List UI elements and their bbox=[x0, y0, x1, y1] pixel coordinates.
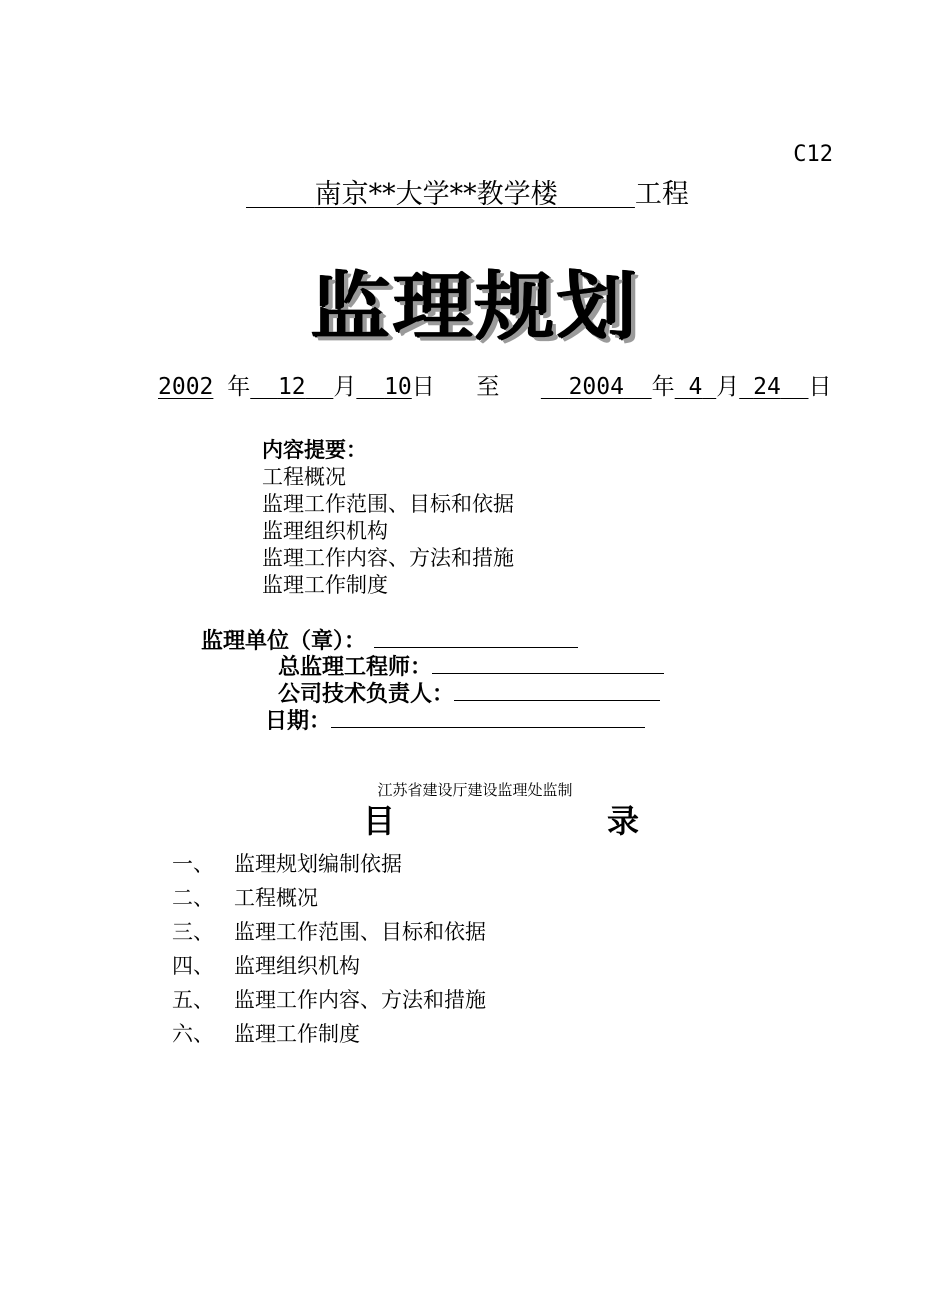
table-of-contents bbox=[172, 847, 486, 1051]
start-day: 10 bbox=[384, 374, 412, 400]
form-code: C12 bbox=[793, 142, 833, 167]
year-char-2: 年 bbox=[651, 374, 675, 400]
chief-label: 总监理工程师： bbox=[278, 655, 433, 680]
end-month: 4 bbox=[688, 374, 703, 400]
day-char: 日 bbox=[411, 374, 435, 400]
toc-text: 监理工作制度 bbox=[234, 1022, 360, 1046]
toc-number: 一、 bbox=[172, 852, 214, 876]
month-char-2: 月 bbox=[716, 374, 740, 400]
toc-text: 监理组织机构 bbox=[234, 954, 360, 978]
start-month: 12 bbox=[277, 374, 306, 400]
document-title: 监理规划 bbox=[310, 264, 640, 350]
summary-item: 监理工作内容、方法和措施 bbox=[262, 546, 514, 570]
toc-item bbox=[172, 881, 486, 915]
end-year: 2004 bbox=[568, 374, 624, 400]
unit-label: 监理单位（章）： bbox=[201, 629, 367, 654]
project-name-line bbox=[246, 177, 689, 213]
project-name-field bbox=[246, 179, 635, 210]
toc-item bbox=[172, 915, 486, 949]
toc-number: 二、 bbox=[172, 886, 214, 910]
issuer-note: 江苏省建设厅建设监理处监制 bbox=[377, 781, 573, 799]
toc-title-right: 录 bbox=[607, 802, 640, 840]
date-signature-row bbox=[265, 707, 645, 735]
toc-item bbox=[172, 949, 486, 983]
toc-text: 监理工作内容、方法和措施 bbox=[234, 988, 486, 1012]
unit-blank[interactable] bbox=[374, 627, 578, 648]
to-char: 至 bbox=[476, 374, 500, 400]
end-day: 24 bbox=[753, 374, 781, 400]
toc-text: 工程概况 bbox=[234, 886, 318, 910]
summary-item: 工程概况 bbox=[262, 465, 346, 489]
day-char-2: 日 bbox=[808, 374, 832, 400]
toc-number: 四、 bbox=[172, 954, 214, 978]
summary-item: 监理工作制度 bbox=[262, 573, 388, 597]
chief-signature-row bbox=[278, 653, 664, 681]
tech-blank[interactable] bbox=[454, 680, 660, 701]
toc-item bbox=[172, 847, 486, 881]
chief-blank[interactable] bbox=[432, 653, 664, 674]
project-name: 南京**大学**教学楼 bbox=[314, 179, 558, 210]
toc-item bbox=[172, 1017, 486, 1051]
date-label: 日期： bbox=[265, 709, 332, 734]
toc-title-left: 目 bbox=[363, 802, 396, 840]
toc-text: 监理规划编制依据 bbox=[234, 852, 402, 876]
project-suffix: 工程 bbox=[634, 179, 689, 210]
tech-label: 公司技术负责人： bbox=[278, 682, 455, 707]
summary-item: 监理工作范围、目标和依据 bbox=[262, 492, 514, 516]
toc-text: 监理工作范围、目标和依据 bbox=[234, 920, 486, 944]
content-summary bbox=[262, 437, 514, 599]
start-year: 2002 bbox=[158, 374, 214, 400]
summary-heading: 内容提要： bbox=[262, 438, 367, 462]
year-char: 年 bbox=[227, 374, 251, 400]
toc-item bbox=[172, 983, 486, 1017]
toc-number: 五、 bbox=[172, 988, 214, 1012]
toc-number: 三、 bbox=[172, 920, 214, 944]
unit-signature-row bbox=[201, 627, 578, 655]
tech-signature-row bbox=[278, 680, 660, 708]
summary-item: 监理组织机构 bbox=[262, 519, 388, 543]
date-blank[interactable] bbox=[331, 707, 645, 728]
toc-number: 六、 bbox=[172, 1022, 214, 1046]
period-line bbox=[158, 372, 832, 402]
month-char: 月 bbox=[333, 374, 357, 400]
